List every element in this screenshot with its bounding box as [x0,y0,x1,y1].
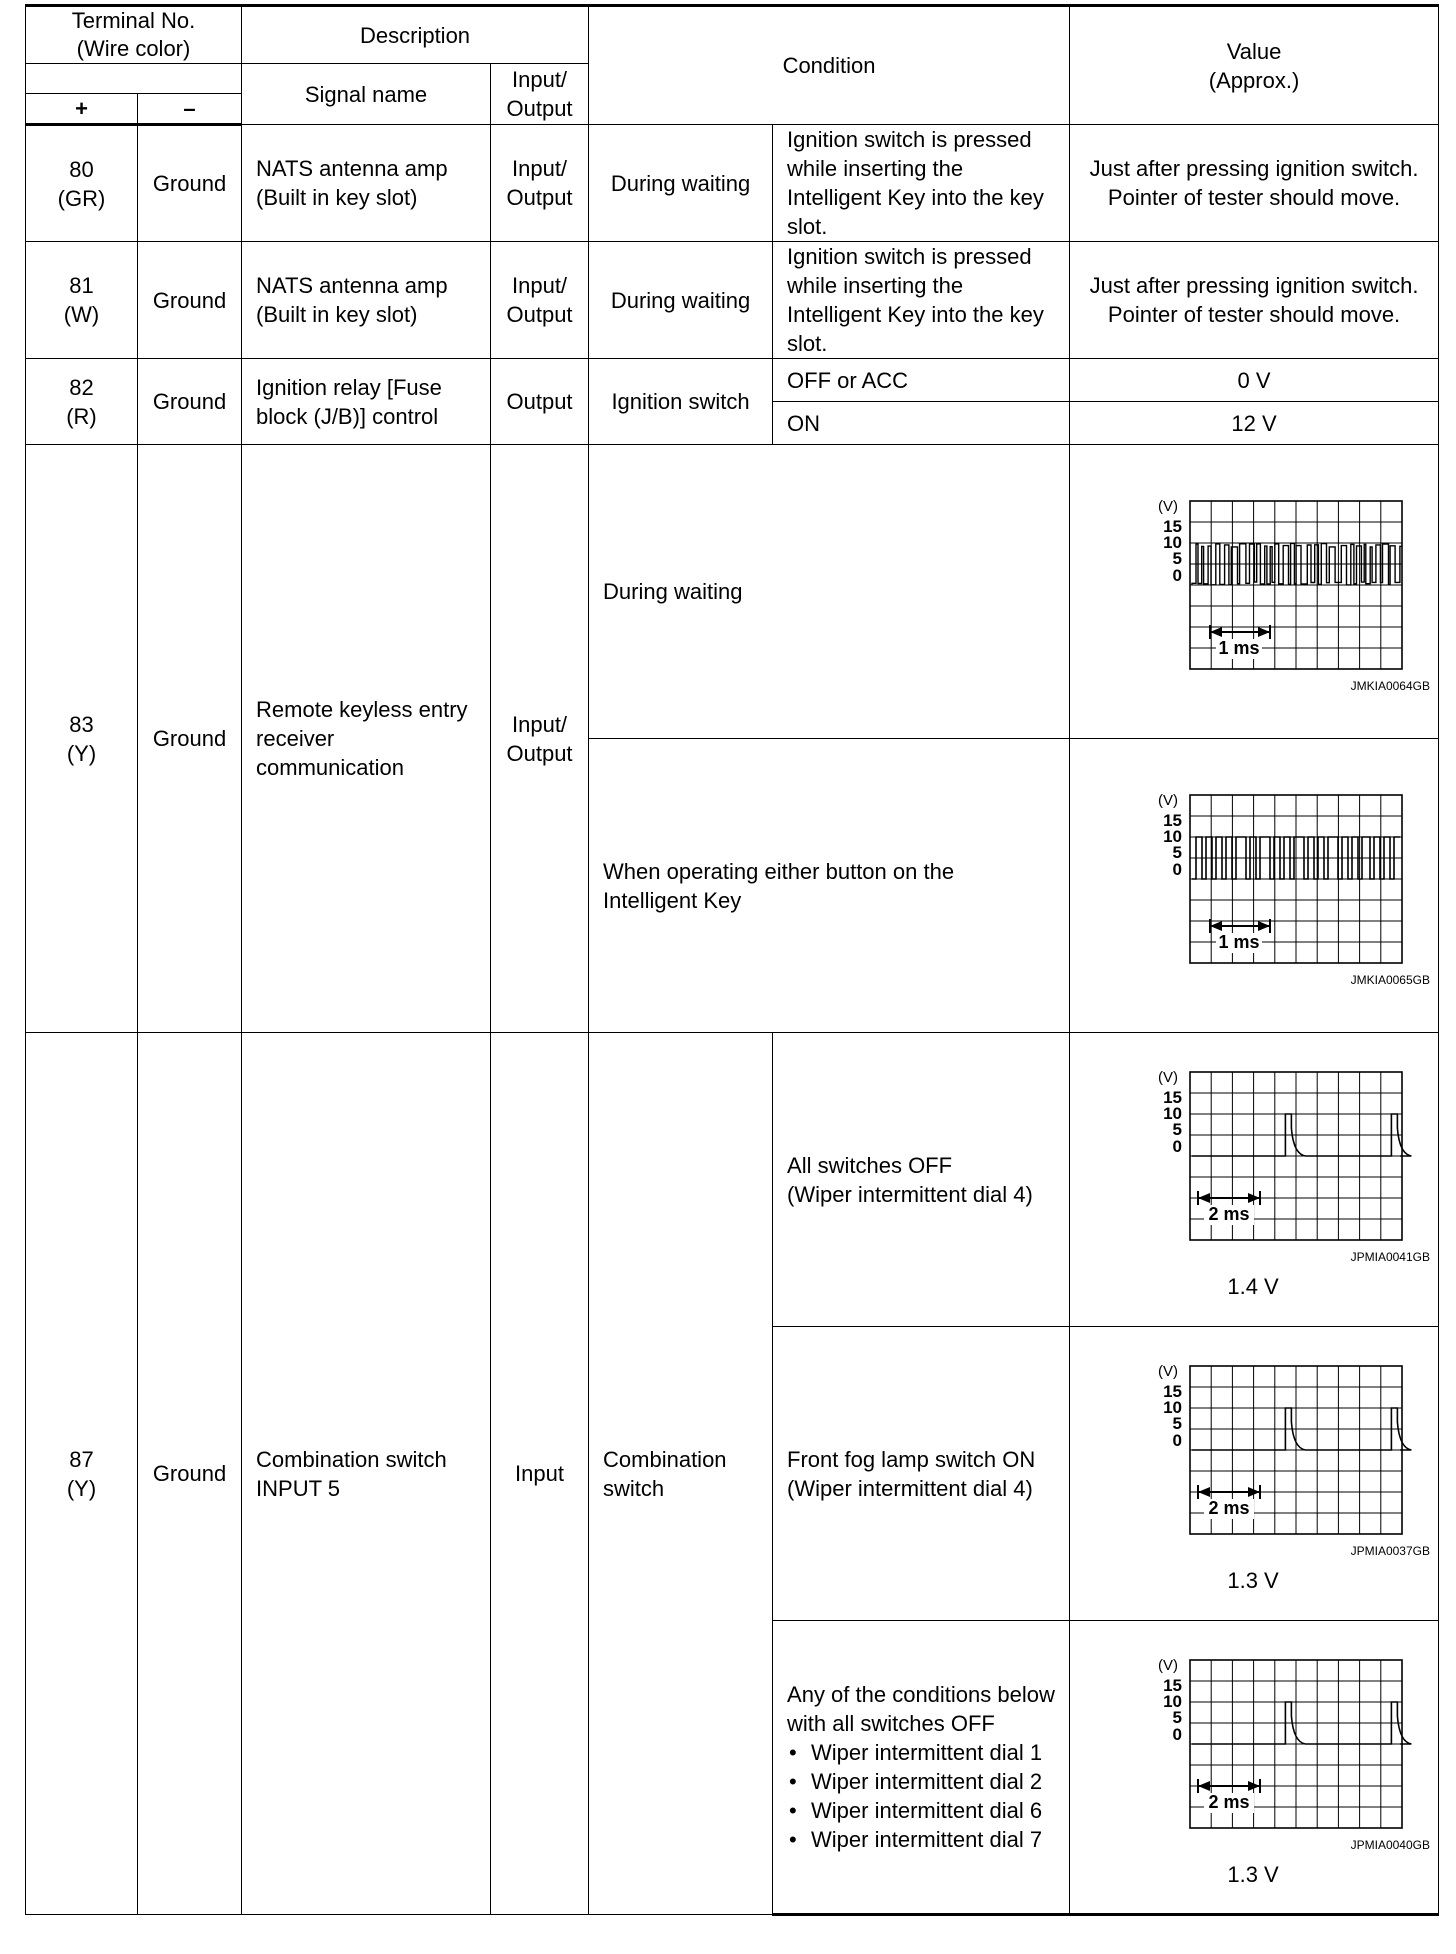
value-cell: 0 V [1070,359,1439,402]
header-wire-spacer [26,64,242,94]
waveform-noise [1090,487,1430,697]
y-tick-label: 10 [1163,826,1183,846]
value-text: 1.3 V [1227,1568,1279,1593]
value-cell: Just after pressing ignition switch. Pointer of tester should move. [1070,125,1439,242]
figure-code: JPMIA0041GB [1350,1250,1431,1264]
table-row [26,1033,1439,1327]
terminal-cell: 83 (Y) [26,445,138,1033]
y-tick-label: 10 [1163,1398,1183,1417]
signal-cell: Remote keyless entry receiver communication [242,445,491,1033]
io-cell: Input/ Output [491,125,589,242]
terminal-spec-table [25,4,1439,1916]
y-tick-label: 15 [1163,1675,1183,1695]
io-cell: Input [491,1033,589,1915]
header-condition: Condition [589,6,1070,125]
condition-detail-cell: Any of the conditions below with all switches OFF • Wiper intermittent dial 1 • Wiper intermittent dial 2 • Wiper intermittent dial 6 • Wiper intermittent dial 7 [773,1621,1070,1915]
time-scale-marker [1198,1779,1260,1813]
table-row [26,359,1439,402]
ground-cell: Ground [138,1033,242,1915]
y-tick-label: 0 [1172,859,1183,879]
table-row [26,125,1439,242]
time-scale-label: 1 ms [1218,637,1260,658]
y-tick-label: 15 [1163,1088,1183,1107]
header-minus: – [138,94,242,125]
condition-cell: During waiting [589,242,773,359]
condition-list [787,1738,1063,1854]
condition-cell: When operating either button on the Intelligent Key [589,739,1070,1033]
value-waveform-cell [1070,1033,1439,1327]
value-waveform-cell [1070,1621,1439,1915]
condition-cell: During waiting [589,125,773,242]
terminal-cell: 80 (GR) [26,125,138,242]
time-scale-marker [1198,1485,1260,1519]
figure-code: JMKIA0065GB [1350,972,1431,987]
time-scale-label: 2 ms [1208,1791,1250,1812]
y-tick-label: 0 [1172,1431,1183,1450]
terminal-cell: 87 (Y) [26,1033,138,1915]
condition-detail-cell: Ignition switch is pressed while inserting the Intelligent Key into the key slot. [773,125,1070,242]
waveform-spike [1090,1058,1430,1268]
condition-cell: Ignition switch [589,359,773,445]
header-value: Value (Approx.) [1070,6,1439,125]
time-scale-label: 2 ms [1208,1204,1250,1224]
ground-cell: Ground [138,445,242,1033]
condition-detail-cell: Front fog lamp switch ON (Wiper intermittent dial 4) [773,1327,1070,1621]
condition-cell: During waiting [589,445,1070,739]
y-unit-label: (V) [1158,1656,1179,1674]
y-unit-label: (V) [1158,1363,1179,1380]
waveform-spike [1090,1646,1430,1856]
waveform-spike [1090,1352,1430,1562]
list-item: • Wiper intermittent dial 7 [787,1825,1063,1854]
list-item: • Wiper intermittent dial 2 [787,1767,1063,1796]
header-signal-name: Signal name [242,64,491,125]
io-cell: Input/ Output [491,242,589,359]
y-tick-label: 15 [1163,1382,1183,1401]
time-scale-label: 2 ms [1208,1498,1250,1518]
figure-code: JPMIA0037GB [1350,1544,1431,1558]
y-tick-label: 5 [1172,842,1183,862]
table-row [26,242,1439,359]
figure-code: JMKIA0064GB [1350,678,1431,693]
y-tick-label: 15 [1163,516,1183,536]
y-unit-label: (V) [1158,1069,1179,1086]
condition-detail-cell: ON [773,402,1070,445]
terminal-cell: 82 (R) [26,359,138,445]
signal-cell: NATS antenna amp (Built in key slot) [242,125,491,242]
terminal-cell: 81 (W) [26,242,138,359]
header-input-output: Input/ Output [491,64,589,125]
y-tick-label: 0 [1172,565,1183,585]
y-tick-label: 15 [1163,810,1183,830]
signal-cell: NATS antenna amp (Built in key slot) [242,242,491,359]
value-cell: 12 V [1070,402,1439,445]
y-tick-label: 10 [1163,1691,1183,1711]
time-scale-marker [1210,625,1270,659]
figure-code: JPMIA0040GB [1350,1837,1431,1852]
y-tick-label: 10 [1163,1104,1183,1123]
list-item: • Wiper intermittent dial 6 [787,1796,1063,1825]
y-tick-label: 5 [1172,1414,1183,1433]
io-cell: Input/ Output [491,445,589,1033]
waveform-pulse-train [1090,781,1430,991]
value-cell: Just after pressing ignition switch. Pointer of tester should move. [1070,242,1439,359]
time-scale-marker [1198,1191,1260,1225]
ground-cell: Ground [138,125,242,242]
y-tick-label: 0 [1172,1724,1183,1744]
value-text: 1.4 V [1227,1274,1279,1299]
condition-detail-cell: OFF or ACC [773,359,1070,402]
time-scale-marker [1210,919,1270,953]
y-tick-label: 10 [1163,532,1183,552]
y-tick-label: 5 [1172,1120,1183,1139]
signal-cell: Combination switch INPUT 5 [242,1033,491,1915]
signal-cell: Ignition relay [Fuse block (J/B)] control [242,359,491,445]
header-plus: + [26,94,138,125]
ground-cell: Ground [138,359,242,445]
condition-cell: Combination switch [589,1033,773,1915]
condition-detail-cell: Ignition switch is pressed while inserting the Intelligent Key into the key slot. [773,242,1070,359]
y-unit-label: (V) [1158,497,1179,515]
value-waveform-cell [1070,739,1439,1033]
time-scale-label: 1 ms [1218,931,1260,952]
table-row [26,445,1439,739]
header-terminal-no: Terminal No. (Wire color) [26,6,242,64]
ground-cell: Ground [138,242,242,359]
y-tick-label: 0 [1172,1137,1183,1156]
list-item: • Wiper intermittent dial 1 [787,1738,1063,1767]
condition-detail-cell: All switches OFF (Wiper intermittent dial 4) [773,1033,1070,1327]
header-description: Description [242,6,589,64]
y-unit-label: (V) [1158,791,1179,809]
y-tick-label: 5 [1172,1707,1183,1727]
value-waveform-cell [1070,1327,1439,1621]
value-text: 1.3 V [1227,1861,1279,1887]
io-cell: Output [491,359,589,445]
y-tick-label: 5 [1172,548,1183,568]
value-waveform-cell [1070,445,1439,739]
